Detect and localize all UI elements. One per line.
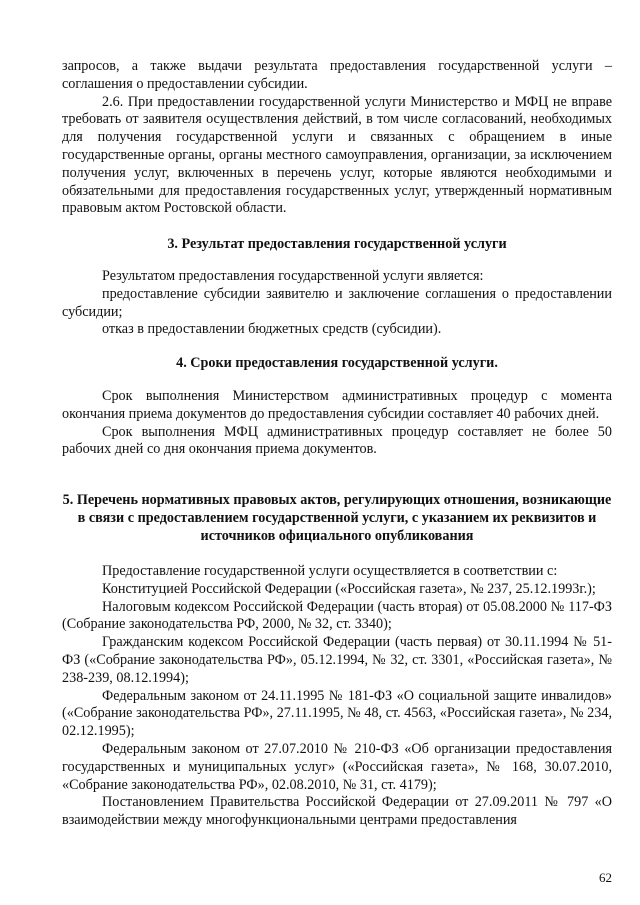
paragraph-continuation: запросов, а также выдачи результата предоставления государственной услуги – соглашения о предоставлении субсидии.	[62, 58, 612, 92]
section-5	[62, 492, 612, 545]
section-4	[62, 355, 612, 373]
section-5-paragraph: Постановлением Правительства Российской Федерации от 27.09.2011 № 797 «О взаимодействии между многофункциональными центрами предоставления	[62, 794, 612, 829]
page-number: 62	[599, 870, 612, 885]
paragraph-2-6: 2.6. При предоставлении государственной услуги Министерство и МФЦ не вправе требовать от заявителя осуществления действий, в том числе согласований, необходимых для получения государственной услуги и связанных с обращением в иные государственные органы, органы местного самоуправления, организации, за исключением получения услуг, включенных в перечень услуг, которые являются необходимыми и обязательными для предоставления государственных услуг, утвержденный нормативным правовым актом Ростовской области.	[62, 93, 612, 217]
section-5-paragraph: Федеральным законом от 27.07.2010 № 210-ФЗ «Об организации предоставления государственных и муниципальных услуг» («Российская газета», № 168, 30.07.2010, «Собрание законодательства РФ», 02.08.2010, № 31, ст. 4179);	[62, 740, 612, 793]
section-3-paragraph: отказ в предоставлении бюджетных средств (субсидии).	[102, 321, 442, 338]
section-4-heading: 4. Сроки предоставления государственной услуги.	[176, 355, 498, 371]
section-5-body	[62, 563, 612, 830]
section-4-paragraph: Срок выполнения МФЦ административных процедур составляет не более 50 рабочих дней со дня окончания приема документов.	[62, 423, 612, 458]
section-5-paragraph: Предоставление государственной услуги осуществляется в соответствии с:	[102, 563, 558, 579]
section-5-paragraph: Конституцией Российской Федерации («Российская газета», № 237, 25.12.1993г.);	[102, 580, 596, 597]
section-4-body	[62, 388, 612, 459]
section-4-paragraph: Срок выполнения Министерством административных процедур с момента окончания приема документов до предоставления субсидии составляет 40 рабочих дней.	[62, 388, 612, 422]
section-3-paragraph: Результатом предоставления государственной услуги является:	[102, 268, 484, 284]
section-3	[62, 236, 612, 254]
top-text-block	[62, 58, 612, 218]
section-3-body	[62, 268, 612, 339]
section-3-heading: 3. Результат предоставления государственной услуги	[167, 236, 507, 252]
section-5-paragraph: Федеральным законом от 24.11.1995 № 181-ФЗ «О социальной защите инвалидов» («Собрание законодательства РФ», 27.11.1995, № 48, ст. 4563, «Российская газета», № 234, 02.12.1995);	[62, 687, 612, 740]
section-3-paragraph: предоставление субсидии заявителю и заключение соглашения о предоставлении субсидии;	[62, 285, 612, 320]
section-5-heading: 5. Перечень нормативных правовых актов, регулирующих отношения, возникающие в связи с предоставлением государственной услуги, с указанием их реквизитов и источников официального опубликования	[62, 492, 612, 544]
section-5-paragraph: Налоговым кодексом Российской Федерации (часть вторая) от 05.08.2000 № 117-ФЗ (Собрание законодательства РФ, 2000, № 32, ст. 3340);	[62, 598, 612, 633]
section-5-paragraph: Гражданским кодексом Российской Федерации (часть первая) от 30.11.1994 № 51-ФЗ («Собрание законодательства РФ», 05.12.1994, № 32, ст. 3301, «Российская газета», № 238-239, 08.12.1994);	[62, 634, 612, 686]
